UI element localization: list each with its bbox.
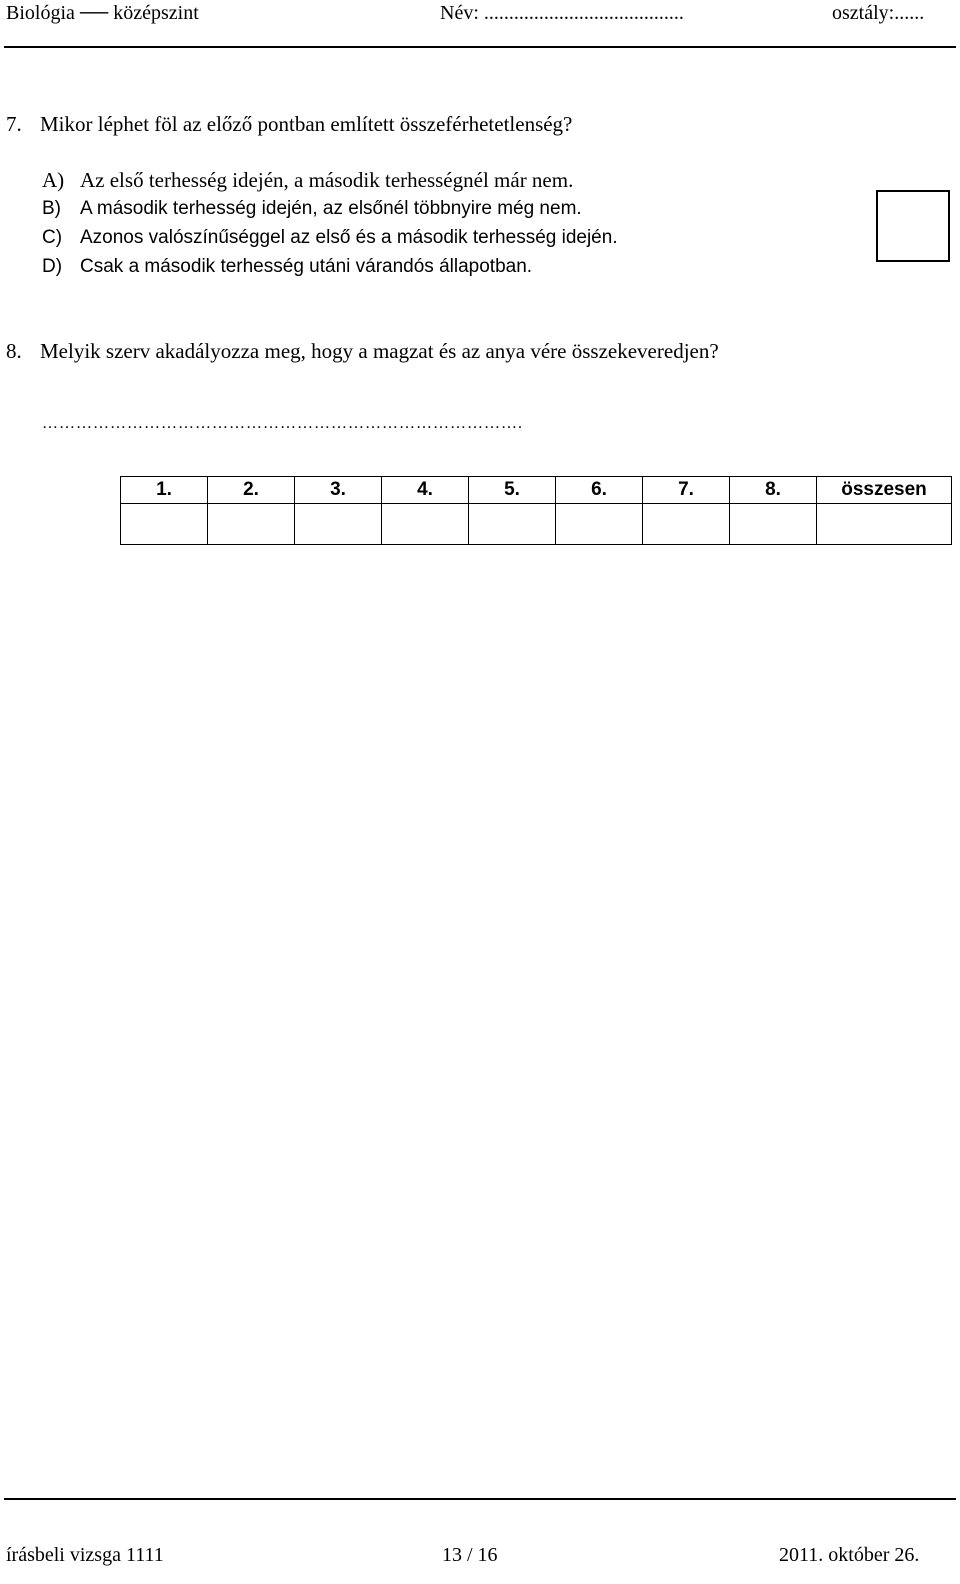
score-cell-total[interactable] <box>817 504 952 545</box>
score-cell-8[interactable] <box>730 504 817 545</box>
option-b-text: A második terhesség idején, az elsőnél többnyire még nem. <box>80 198 582 219</box>
score-table-value-row <box>121 504 952 545</box>
score-header-4: 4. <box>382 477 469 504</box>
header-class-label: osztály:...... <box>832 2 925 24</box>
score-header-5: 5. <box>469 477 556 504</box>
header-subject: Biológia ── középszint <box>6 2 199 24</box>
score-table-header-row <box>121 477 952 504</box>
score-cell-1[interactable] <box>121 504 208 545</box>
score-cell-7[interactable] <box>643 504 730 545</box>
footer-date: 2011. október 26. <box>779 1544 920 1566</box>
question-8-text: Melyik szerv akadályozza meg, hogy a magzat és az anya vére összekeveredjen? <box>40 339 719 363</box>
header-rule <box>4 46 956 48</box>
option-d-text: Csak a második terhesség utáni várandós állapotban. <box>80 256 533 277</box>
score-cell-4[interactable] <box>382 504 469 545</box>
question-7-answer-box[interactable] <box>876 190 950 262</box>
question-8-number: 8. <box>6 339 22 363</box>
footer-rule <box>4 1498 956 1500</box>
footer-exam-label: írásbeli vizsga 1111 <box>6 1544 164 1566</box>
score-cell-3[interactable] <box>295 504 382 545</box>
score-header-8: 8. <box>730 477 817 504</box>
option-b-letter: B) <box>42 198 61 219</box>
footer-page-number: 13 / 16 <box>442 1544 498 1566</box>
score-header-1: 1. <box>121 477 208 504</box>
question-7-text: Mikor léphet föl az előző pontban említett összeférhetetlenség? <box>40 112 573 136</box>
score-header-7: 7. <box>643 477 730 504</box>
score-cell-2[interactable] <box>208 504 295 545</box>
question-8-answer-line[interactable]: …………………………………………………………………………. <box>42 415 523 432</box>
score-header-3: 3. <box>295 477 382 504</box>
score-cell-6[interactable] <box>556 504 643 545</box>
option-d-letter: D) <box>42 256 63 277</box>
option-a-text: Az első terhesség idején, a második terhességnél már nem. <box>80 168 574 192</box>
option-c-letter: C) <box>42 227 63 248</box>
score-header-total: összesen <box>817 477 952 504</box>
option-a-letter: A) <box>42 168 65 192</box>
score-table <box>120 476 952 545</box>
question-7-number: 7. <box>6 112 22 136</box>
option-c-text: Azonos valószínűséggel az első és a második terhesség idején. <box>80 227 618 248</box>
score-header-2: 2. <box>208 477 295 504</box>
score-header-6: 6. <box>556 477 643 504</box>
header-name-label: Név: ........................................ <box>440 2 684 24</box>
score-cell-5[interactable] <box>469 504 556 545</box>
